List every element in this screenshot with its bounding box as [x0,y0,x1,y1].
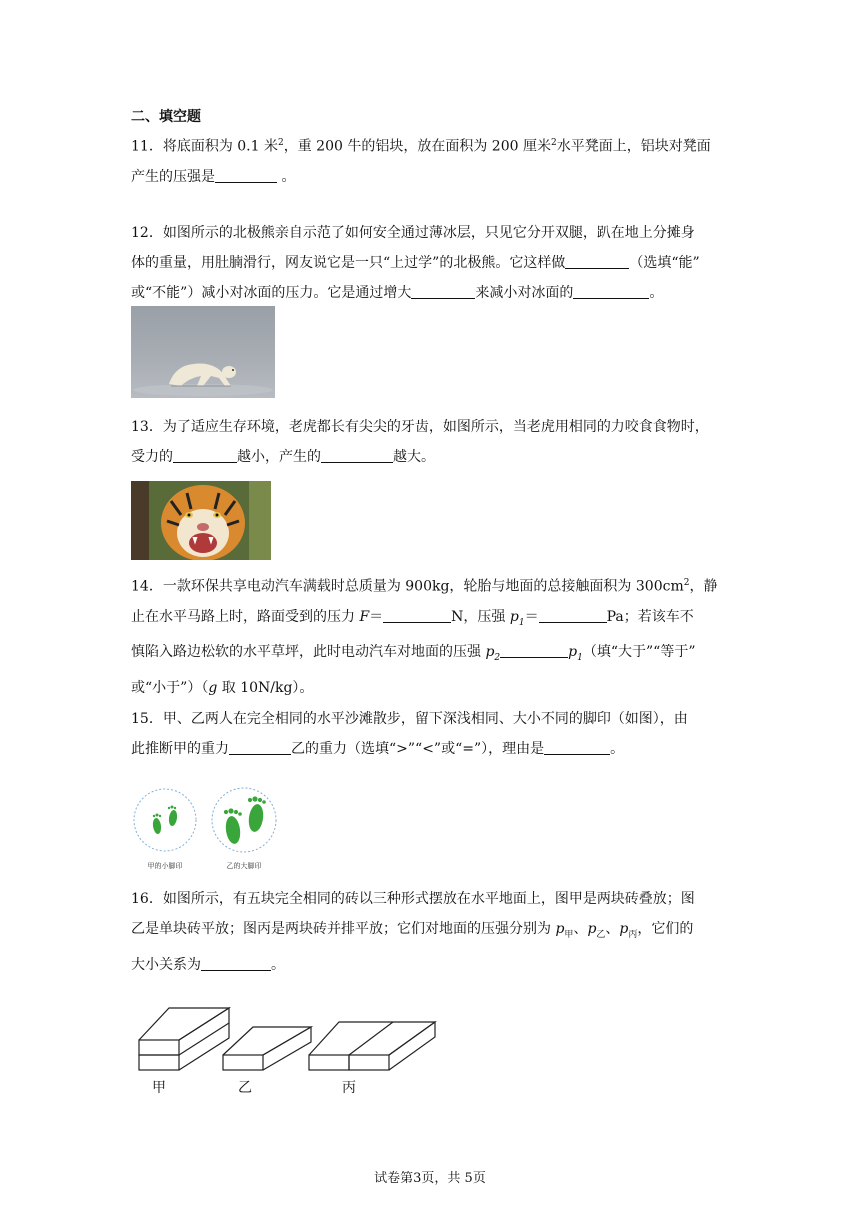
large-footprint-circle [212,788,276,852]
section-title: 二、填空题 [131,109,201,125]
answer-blank[interactable] [500,641,568,658]
question-14: 14．一款环保共享电动汽车满载时总质量为 900kg，轮胎与地面的总接触面积为 $300cm^2$，静 止在水平马路上时，路面受到的压力 F＝ N，压强 $p_1= Pa$；若该车不 慎陷入路边松软的水平草坪，此时电动汽车对地面的压强 $p_2$ $p_1$（填“大于”“等于” 或“小于”）（g 取 10N/kg）。 [131,578,718,697]
label-bing: 丙 [342,1080,356,1096]
bricks-figure [131,1000,451,1100]
label-jia: 甲 [152,1080,166,1096]
answer-blank[interactable] [411,282,475,299]
page-footer: 试卷第3页，共 5页 [374,1171,486,1186]
polar-bear-image [131,306,275,398]
brick-single-yi [223,1027,311,1070]
footprints-figure [131,778,281,873]
answer-blank[interactable] [565,252,629,269]
answer-blank[interactable] [544,738,610,755]
answer-blank[interactable] [539,606,607,623]
question-13: 13．为了适应生存环境，老虎都长有尖尖的牙齿，如图所示，当老虎用相同的力咬食食物时， 受力的 越小，产生的 越大。 [131,419,709,465]
small-footprint-circle [134,789,196,851]
question-11: 11．将底面积为 0.1 米$^2$，重 200 牛的铝块，放在面积为 200 厘米$^2$水平凳面上，铝块对凳面 产生的压强是 。 [131,138,711,185]
answer-blank[interactable] [383,606,451,623]
answer-blank[interactable] [201,954,271,971]
brick-stack-jia [139,1008,229,1070]
tiger-image [131,481,271,560]
answer-blank[interactable] [229,738,291,755]
brick-pair-bing [309,1022,435,1070]
question-16: 16．如图所示，有五块完全相同的砖以三种形式摆放在水平地面上，图甲是两块砖叠放；图 乙是单块砖平放；图丙是两块砖并排平放；它们对地面的压强分别为 $p_甲$、$p_乙$、$p_丙$，它们的 大小关系为 。 [131,891,695,973]
answer-blank[interactable] [173,446,237,463]
question-15: 15．甲、乙两人在完全相同的水平沙滩散步，留下深浅相同、大小不同的脚印（如图），由 此推断甲的重力 乙的重力（选填“>”“<”或“=”），理由是 。 [131,711,688,757]
answer-blank[interactable] [573,282,649,299]
large-footprint-label: 乙的大脚印 [226,862,262,870]
question-12: 12．如图所示的北极熊亲自示范了如何安全通过薄冰层，只见它分开双腿，趴在地上分摊身 体的重量，用肚腩滑行，网友说它是一只“上过学”的北极熊。它这样做 （选填“能” 或“不能”）减小对冰面的压力。它是通过增大 来减小对冰面的 。 [131,225,700,301]
answer-blank[interactable] [321,446,393,463]
small-footprint-label: 甲的小脚印 [147,862,183,870]
label-yi: 乙 [238,1080,252,1096]
answer-blank[interactable] [215,166,277,183]
